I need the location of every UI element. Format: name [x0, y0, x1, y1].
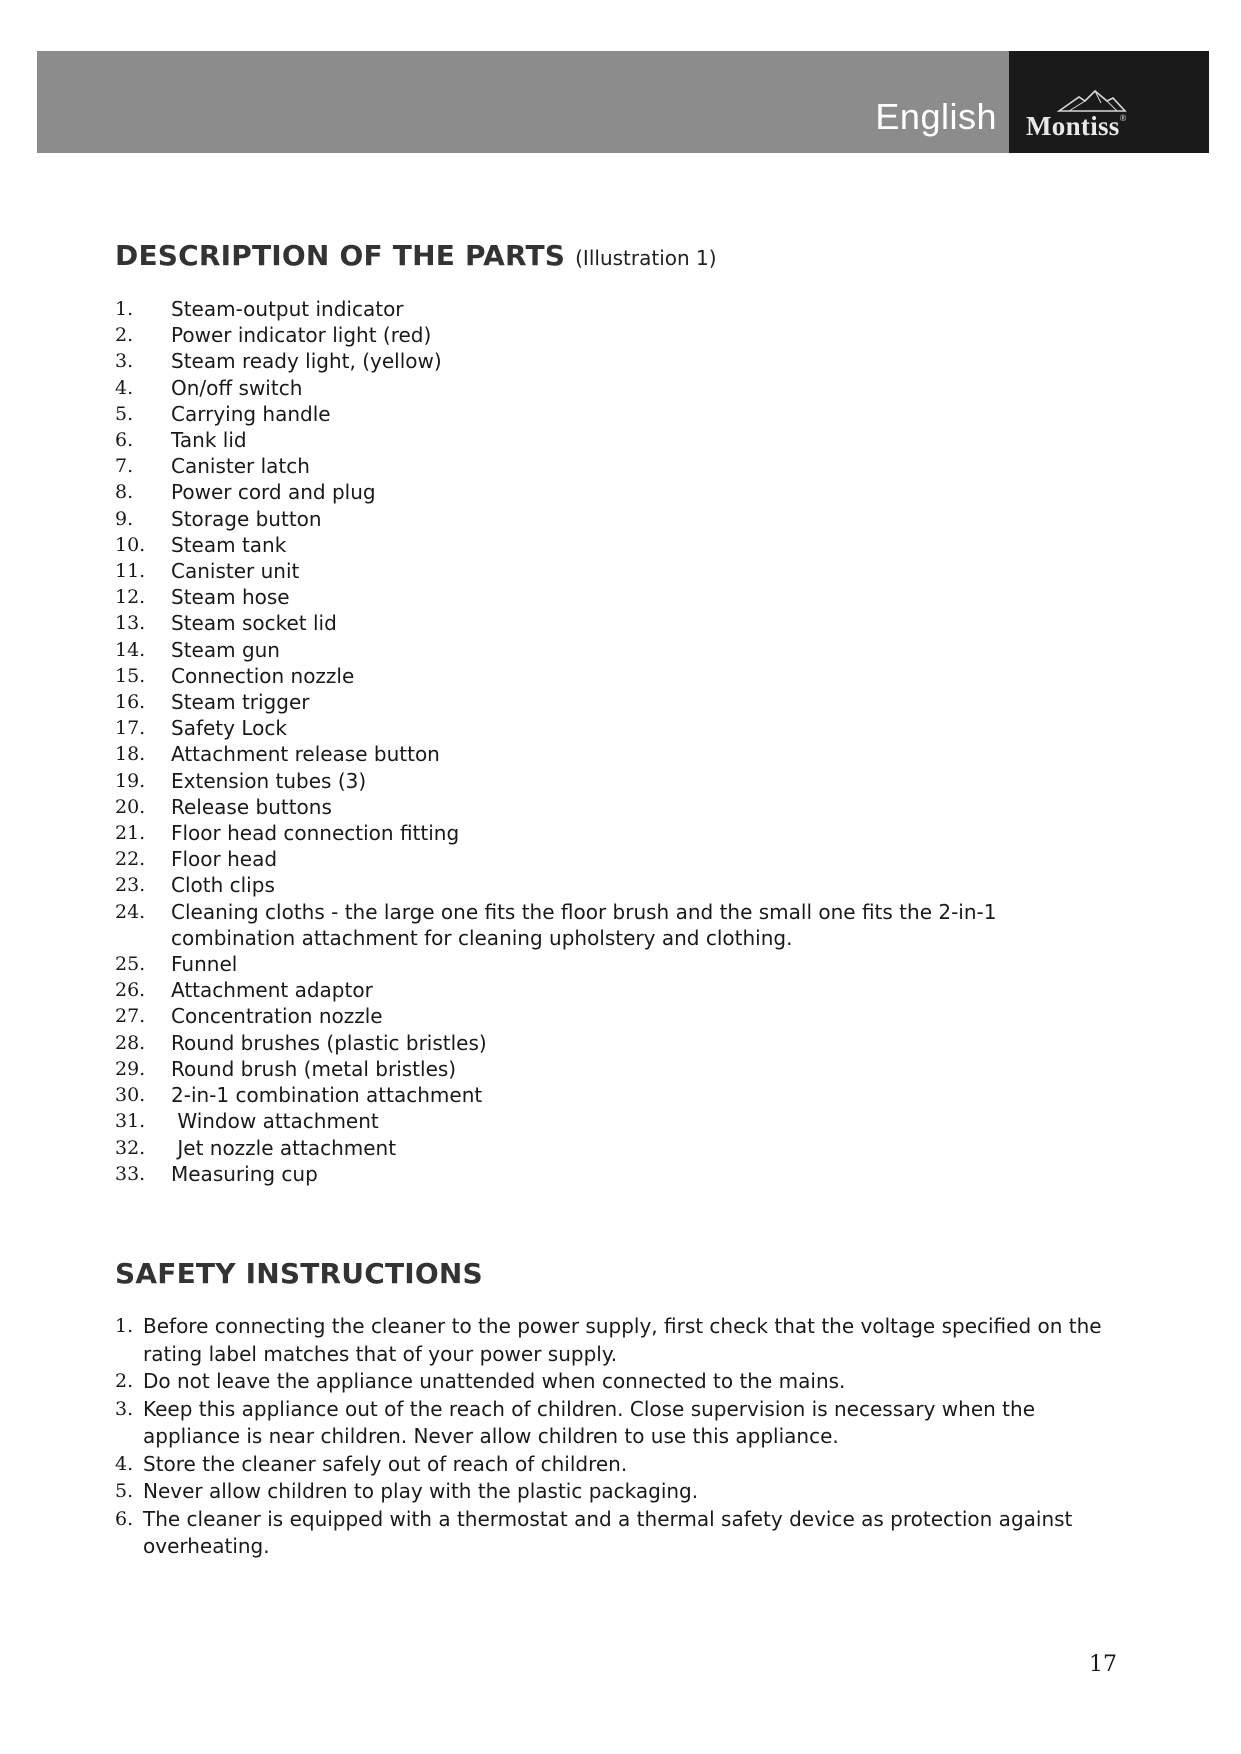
part-item-number: 20.: [115, 795, 146, 818]
part-item-number: 29.: [115, 1057, 146, 1080]
part-item-text: Round brushes (plastic bristles): [171, 1030, 487, 1055]
parts-list: [115, 296, 1115, 1187]
part-item: [115, 558, 1115, 584]
part-item: [115, 584, 1115, 610]
part-item-text: Power indicator light (red): [171, 323, 432, 348]
part-item-number: 13.: [115, 612, 146, 635]
part-item-number: 26.: [115, 979, 146, 1002]
part-item: [115, 1003, 1115, 1029]
brand-logo: [1009, 51, 1209, 153]
part-item-number: 5.: [115, 402, 134, 425]
part-item: [115, 741, 1115, 767]
part-item-number: 27.: [115, 1005, 146, 1028]
safety-item-number: 6.: [115, 1507, 134, 1530]
part-item-number: 19.: [115, 769, 146, 792]
part-item-number: 17.: [115, 717, 146, 740]
safety-item-number: 1.: [115, 1315, 134, 1337]
part-item-text: Steam-output indicator: [171, 297, 404, 321]
safety-item-text: Never allow children to play with the plastic packaging.: [143, 1479, 699, 1503]
part-item-text: Measuring cup: [171, 1161, 318, 1186]
part-item: [115, 348, 1115, 374]
part-item-number: 12.: [115, 586, 146, 609]
part-item: [115, 506, 1115, 532]
parts-subtitle: (Illustration 1): [575, 246, 717, 270]
part-item-number: 33.: [115, 1162, 146, 1185]
language-label: English: [875, 96, 997, 137]
part-item-text: Canister unit: [171, 559, 300, 584]
part-item: [115, 532, 1115, 558]
part-item: [115, 479, 1115, 505]
safety-item: [115, 1368, 1135, 1396]
part-item-number: 6.: [115, 429, 134, 452]
part-item-number: 10.: [115, 533, 146, 556]
part-item-number: 7.: [115, 455, 134, 478]
parts-title: DESCRIPTION OF THE PARTS: [115, 239, 566, 272]
page-number: 17: [1089, 1652, 1117, 1677]
part-item: [115, 375, 1115, 401]
part-item-text: 2-in-1 combination attachment: [171, 1083, 483, 1108]
part-item-text: Steam gun: [171, 637, 280, 662]
safety-item-number: 3.: [115, 1397, 134, 1420]
part-item: [115, 610, 1115, 636]
part-item: [115, 1161, 1115, 1187]
part-item-text: Window attachment: [171, 1109, 379, 1134]
part-item: [115, 296, 1115, 322]
part-item-text: Steam ready light, (yellow): [171, 349, 442, 374]
part-item-text: Release buttons: [171, 794, 332, 819]
part-item-number: 32.: [115, 1136, 146, 1159]
safety-item-text: Keep this appliance out of the reach of children. Close supervision is necessary when the appliance is near children. Never allow children to use this appliance.: [143, 1396, 1042, 1448]
part-item-number: 8.: [115, 481, 134, 504]
part-item-text: Attachment release button: [171, 742, 440, 767]
safety-item-number: 2.: [115, 1370, 134, 1392]
part-item: [115, 1135, 1115, 1161]
part-item-text: Power cord and plug: [171, 480, 376, 505]
mountain-icon: [1057, 89, 1127, 113]
part-item-text: Steam tank: [171, 532, 287, 557]
part-item: [115, 1082, 1115, 1108]
safety-item: [115, 1451, 1135, 1479]
part-item-text: Storage button: [171, 506, 322, 531]
part-item-text: Extension tubes (3): [171, 768, 367, 793]
part-item: [115, 663, 1115, 689]
safety-item: [115, 1313, 1135, 1368]
part-item-number: 16.: [115, 691, 146, 714]
header-bar: [37, 51, 1209, 153]
part-item: [115, 715, 1115, 741]
part-item: [115, 951, 1115, 977]
part-item-text: Floor head connection fitting: [171, 821, 460, 846]
part-item: [115, 401, 1115, 427]
part-item: [115, 794, 1115, 820]
safety-item-number: 4.: [115, 1452, 134, 1475]
safety-item-text: Store the cleaner safely out of reach of children.: [143, 1451, 628, 1476]
part-item-text: Jet nozzle attachment: [171, 1135, 397, 1160]
part-item-number: 21.: [115, 822, 146, 845]
safety-item-number: 5.: [115, 1480, 134, 1502]
part-item-number: 4.: [115, 376, 134, 399]
safety-heading: SAFETY INSTRUCTIONS: [115, 1257, 483, 1290]
part-item-text: On/off switch: [171, 375, 303, 400]
safety-item: [115, 1506, 1135, 1561]
part-item-number: 31.: [115, 1110, 146, 1133]
part-item-number: 3.: [115, 350, 134, 373]
part-item-text: Concentration nozzle: [171, 1004, 383, 1029]
part-item-number: 11.: [115, 560, 146, 583]
parts-heading: [115, 239, 717, 272]
part-item-text: Round brush (metal bristles): [171, 1056, 457, 1081]
part-item-number: 22.: [115, 848, 146, 871]
part-item: [115, 768, 1115, 794]
part-item-number: 24.: [115, 900, 146, 923]
safety-item-text: Do not leave the appliance unattended when connected to the mains.: [143, 1369, 846, 1393]
part-item: [115, 977, 1115, 1003]
part-item-number: 30.: [115, 1084, 146, 1107]
part-item-number: 9.: [115, 507, 134, 530]
brand-name: Montiss®: [1026, 111, 1127, 141]
part-item: [115, 453, 1115, 479]
part-item-number: 14.: [115, 638, 146, 661]
part-item-text: Steam hose: [171, 585, 290, 610]
part-item-number: 15.: [115, 664, 146, 687]
part-item-text: Steam trigger: [171, 690, 310, 715]
safety-item-text: The cleaner is equipped with a thermostat and a thermal safety device as protection against overheating.: [143, 1506, 1079, 1558]
part-item-text: Tank lid: [171, 428, 247, 453]
safety-item: [115, 1396, 1135, 1451]
part-item-text: Carrying handle: [171, 401, 331, 426]
part-item-number: 23.: [115, 874, 146, 897]
part-item: [115, 820, 1115, 846]
part-item-number: 28.: [115, 1031, 146, 1054]
part-item: [115, 1030, 1115, 1056]
part-item-number: 1.: [115, 298, 134, 320]
part-item: [115, 689, 1115, 715]
part-item-text: Funnel: [171, 952, 238, 977]
part-item-text: Floor head: [171, 847, 278, 872]
part-item-text: Connection nozzle: [171, 663, 355, 688]
part-item: [115, 1056, 1115, 1082]
part-item: [115, 899, 1115, 951]
safety-item: [115, 1478, 1135, 1506]
part-item-text: Attachment adaptor: [171, 978, 373, 1003]
part-item: [115, 427, 1115, 453]
part-item: [115, 872, 1115, 898]
part-item-text: Canister latch: [171, 454, 310, 479]
part-item: [115, 322, 1115, 348]
part-item-number: 25.: [115, 953, 146, 976]
part-item-text: Safety Lock: [171, 716, 287, 741]
part-item: [115, 1108, 1115, 1134]
safety-item-text: Before connecting the cleaner to the power supply, first check that the voltage specified on the rating label matches that of your power supply.: [143, 1314, 1108, 1366]
part-item-text: Steam socket lid: [171, 611, 337, 636]
safety-list: [115, 1313, 1135, 1561]
part-item: [115, 637, 1115, 663]
part-item-text: Cloth clips: [171, 873, 275, 898]
part-item-text: Cleaning cloths - the large one fits the floor brush and the small one fits the 2-in-1 combination attachment for cleaning upholstery and clothing.: [171, 899, 1003, 950]
part-item: [115, 846, 1115, 872]
part-item-number: 2.: [115, 324, 134, 347]
part-item-number: 18.: [115, 743, 146, 766]
